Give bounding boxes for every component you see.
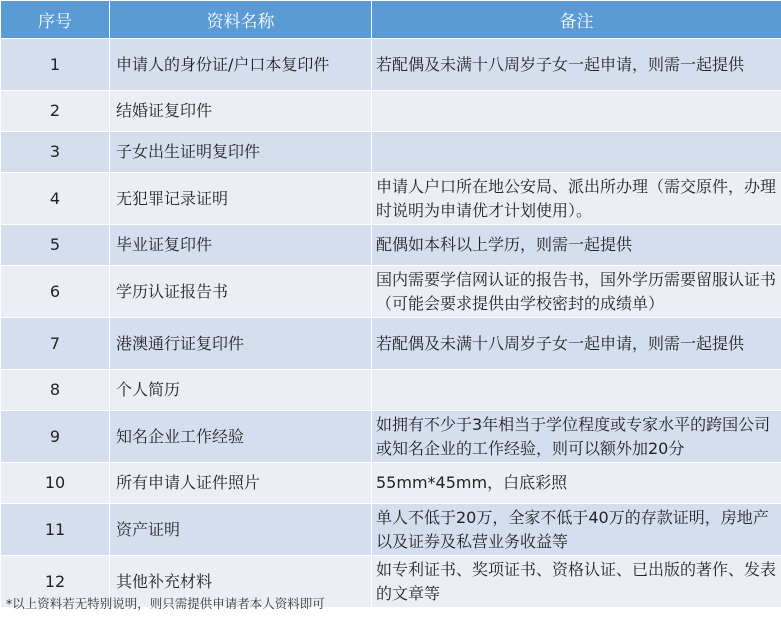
row-remark: 单人不低于20万，全家不低于40万的存款证明，房地产以及证券及私营业务收益等 (372, 504, 781, 556)
row-material-name: 港澳通行证复印件 (110, 318, 372, 370)
row-number: 4 (1, 173, 110, 225)
table-row (1, 504, 781, 556)
row-number: 11 (1, 504, 110, 556)
table-row (1, 411, 781, 463)
row-remark: 如拥有不少于3年相当于学位程度或专家水平的跨国公司或知名企业的工作经验，则可以额外加20分 (372, 411, 781, 463)
row-material-name: 学历认证报告书 (110, 266, 372, 318)
footnote: *以上资料若无特别说明，则只需提供申请者本人资料即可 (6, 596, 325, 611)
row-material-name: 其他补充材料 (110, 556, 372, 608)
row-number: 8 (1, 370, 110, 411)
header-number: 序号 (1, 1, 110, 39)
table-header-row (1, 1, 781, 39)
table-row (1, 225, 781, 266)
row-remark (372, 132, 781, 173)
row-number: 10 (1, 463, 110, 504)
row-number: 5 (1, 225, 110, 266)
table-row (1, 91, 781, 132)
row-remark: 55mm*45mm，白底彩照 (372, 463, 781, 504)
row-remark: 如专利证书、奖项证书、资格认证、已出版的著作、发表的文章等 (372, 556, 781, 608)
row-material-name: 知名企业工作经验 (110, 411, 372, 463)
row-remark (372, 370, 781, 411)
row-material-name: 子女出生证明复印件 (110, 132, 372, 173)
table-row (1, 463, 781, 504)
row-remark: 申请人户口所在地公安局、派出所办理（需交原件，办理时说明为申请优才计划使用）。 (372, 173, 781, 225)
row-number: 3 (1, 132, 110, 173)
table-row (1, 39, 781, 91)
row-material-name: 毕业证复印件 (110, 225, 372, 266)
row-material-name: 个人简历 (110, 370, 372, 411)
row-remark (372, 91, 781, 132)
table-row (1, 318, 781, 370)
row-remark: 国内需要学信网认证的报告书，国外学历需要留服认证书（可能会要求提供由学校密封的成绩单） (372, 266, 781, 318)
row-remark: 若配偶及未满十八周岁子女一起申请，则需一起提供 (372, 39, 781, 91)
header-remarks: 备注 (372, 1, 781, 39)
table-row (1, 370, 781, 411)
row-number: 9 (1, 411, 110, 463)
row-material-name: 申请人的身份证/户口本复印件 (110, 39, 372, 91)
header-material-name: 资料名称 (110, 1, 372, 39)
row-number: 2 (1, 91, 110, 132)
table-row (1, 266, 781, 318)
row-number: 6 (1, 266, 110, 318)
row-material-name: 资产证明 (110, 504, 372, 556)
row-number: 12 (1, 556, 110, 608)
table-row (1, 173, 781, 225)
row-material-name: 所有申请人证件照片 (110, 463, 372, 504)
row-remark: 若配偶及未满十八周岁子女一起申请，则需一起提供 (372, 318, 781, 370)
row-material-name: 结婚证复印件 (110, 91, 372, 132)
row-number: 1 (1, 39, 110, 91)
row-material-name: 无犯罪记录证明 (110, 173, 372, 225)
table-row (1, 132, 781, 173)
row-remark: 配偶如本科以上学历，则需一起提供 (372, 225, 781, 266)
row-number: 7 (1, 318, 110, 370)
